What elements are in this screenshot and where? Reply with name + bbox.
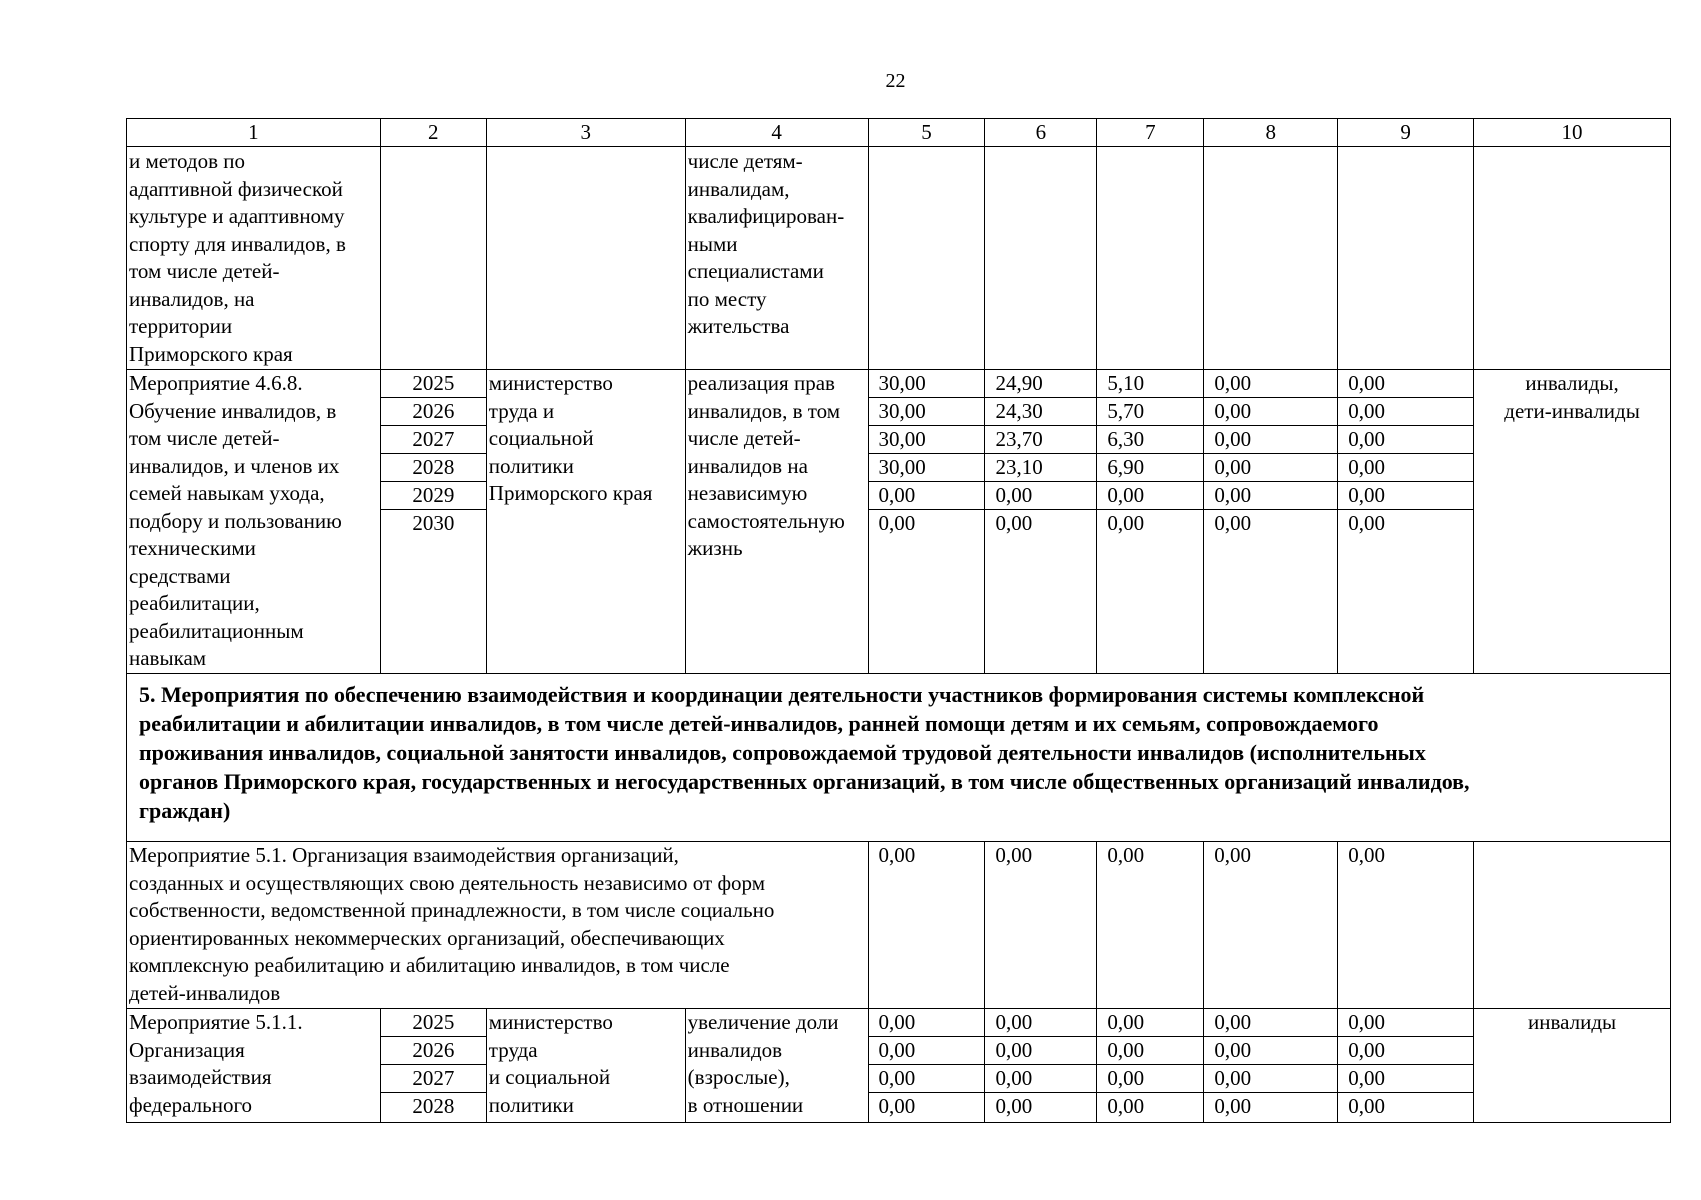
text-line: числе детей- — [687, 426, 801, 450]
text-line: проживания инвалидов, социальной занятости инвалидов, сопровождаемой трудовой деятельности инвалидов (исполнительных — [139, 740, 1426, 765]
value-cell: 0,00 — [1204, 1037, 1337, 1065]
year-value: 2026 — [381, 398, 486, 426]
text-line: независимую — [687, 481, 808, 505]
text-line: территории — [129, 314, 233, 338]
text-line: комплексную реабилитацию и абилитацию инвалидов, в том числе — [129, 953, 730, 977]
year-value: 2025 — [381, 370, 486, 398]
text-line: труда — [488, 1037, 538, 1062]
value-column-6 — [985, 1009, 1097, 1122]
value-column-5 — [869, 370, 986, 673]
text-line: адаптивной физической — [129, 176, 343, 201]
value-cell: 0,00 — [985, 1065, 1096, 1093]
value-cell: 0,00 — [1097, 1009, 1203, 1037]
value-cell — [869, 147, 986, 369]
value-cell: 0,00 — [1338, 1009, 1473, 1037]
text-line: Приморского края — [488, 481, 653, 505]
text-line: ными — [687, 231, 738, 256]
text-line: Мероприятие 5.1. Организация взаимодействия организаций, — [129, 843, 679, 867]
program-table — [126, 118, 1671, 1123]
table-row-continuation — [127, 147, 1671, 370]
value-cell: 23,10 — [985, 454, 1096, 482]
text-line: Мероприятие 4.6.8. — [129, 371, 303, 395]
value-cell: 0,00 — [1338, 1037, 1473, 1065]
column-header-row — [127, 119, 1671, 147]
value-cell: 0,00 — [1214, 1094, 1252, 1118]
value-cell: 0,00 — [985, 842, 1097, 1008]
text-line: инвалидов на — [687, 453, 808, 478]
text-line: труда и — [488, 398, 555, 423]
result-description — [686, 147, 869, 369]
text-line: и методов по — [129, 149, 245, 173]
value-cell: 0,00 — [878, 511, 916, 535]
text-line: министерство — [488, 371, 613, 395]
value-cell: 0,00 — [1214, 511, 1252, 535]
text-line: квалифицирован- — [687, 204, 845, 228]
text-line: увеличение доли — [687, 1010, 839, 1034]
column-header: 1 — [127, 119, 381, 146]
value-cell: 0,00 — [1097, 1065, 1203, 1093]
section-heading-row — [127, 674, 1671, 842]
target-group-cell — [1474, 147, 1671, 369]
column-header: 6 — [985, 119, 1097, 146]
text-line: реабилитационным — [129, 618, 304, 643]
text-line: инвалиды, — [1525, 371, 1619, 395]
value-cell: 0,00 — [1097, 1037, 1203, 1065]
text-line: том числе детей- — [129, 426, 280, 450]
value-cell: 23,70 — [985, 426, 1096, 454]
text-line: собственности, ведомственной принадлежности, в том числе социально — [129, 898, 775, 922]
value-cell: 0,00 — [869, 1037, 985, 1065]
value-cell — [1204, 147, 1338, 369]
value-cell: 0,00 — [869, 842, 986, 1008]
value-cell: 0,00 — [869, 1065, 985, 1093]
text-line: политики — [488, 453, 574, 478]
measure-description — [127, 1009, 381, 1122]
value-cell: 0,00 — [869, 482, 985, 510]
value-cell: 0,00 — [1204, 398, 1337, 426]
text-line: политики — [488, 1092, 574, 1117]
text-line: взаимодействия — [129, 1065, 272, 1089]
text-line: специалистами — [687, 259, 824, 283]
value-cell: 24,30 — [985, 398, 1096, 426]
text-line: 5. Мероприятия по обеспечению взаимодействия и координации деятельности участников формирования системы комплексной — [139, 682, 1425, 707]
table-row-measure-4-6-8 — [127, 370, 1671, 674]
value-cell: 30,00 — [869, 454, 985, 482]
value-cell: 0,00 — [1338, 1065, 1473, 1093]
year-cell — [381, 147, 487, 369]
text-line: семей навыкам ухода, — [129, 481, 325, 505]
measure-description — [127, 147, 381, 369]
text-line: жительства — [687, 314, 790, 338]
value-cell: 0,00 — [878, 1094, 916, 1118]
result-description — [686, 370, 869, 673]
text-line: инвалиды — [1528, 1010, 1617, 1034]
table-row-measure-5-1 — [127, 842, 1671, 1009]
value-cell: 0,00 — [1204, 454, 1337, 482]
text-line: навыкам — [129, 646, 207, 670]
year-value: 2027 — [381, 1065, 486, 1093]
value-cell: 0,00 — [1338, 398, 1473, 426]
value-column-7 — [1097, 1009, 1204, 1122]
text-line: граждан) — [139, 798, 231, 823]
text-line: и социальной — [488, 1065, 611, 1089]
value-cell: 30,00 — [869, 398, 985, 426]
executor-cell — [487, 147, 686, 369]
value-column-9 — [1338, 1009, 1474, 1122]
value-cell: 6,90 — [1097, 454, 1203, 482]
value-cell: 0,00 — [1338, 454, 1473, 482]
year-value: 2028 — [381, 454, 486, 482]
value-cell: 0,00 — [985, 1037, 1096, 1065]
column-header: 5 — [869, 119, 986, 146]
value-cell: 0,00 — [1107, 511, 1145, 535]
value-cell — [1338, 147, 1474, 369]
value-cell: 0,00 — [1204, 482, 1337, 510]
year-value: 2029 — [381, 482, 486, 510]
value-column-9 — [1338, 370, 1474, 673]
table-row-measure-5-1-1 — [127, 1009, 1671, 1123]
value-column-7 — [1097, 370, 1204, 673]
year-column — [381, 1009, 487, 1122]
value-cell: 0,00 — [1204, 842, 1338, 1008]
year-value: 2028 — [412, 1094, 455, 1118]
text-line: культуре и адаптивному — [129, 204, 345, 228]
value-cell: 5,10 — [1097, 370, 1203, 398]
text-line: реализация прав — [687, 371, 835, 395]
column-header: 7 — [1097, 119, 1204, 146]
column-header: 3 — [487, 119, 686, 146]
text-line: жизнь — [687, 536, 743, 560]
value-cell: 0,00 — [1107, 1094, 1145, 1118]
text-line: инвалидов, и членов их — [129, 453, 340, 478]
value-cell: 0,00 — [1097, 842, 1204, 1008]
value-cell: 0,00 — [1204, 1009, 1337, 1037]
text-line: по месту — [687, 286, 767, 311]
text-line: самостоятельную — [687, 508, 845, 533]
value-cell: 0,00 — [1338, 426, 1473, 454]
column-header: 8 — [1204, 119, 1338, 146]
value-cell: 0,00 — [985, 1009, 1096, 1037]
text-line: техническими — [129, 536, 256, 560]
year-value: 2026 — [381, 1037, 486, 1065]
text-line: инвалидов, в том — [687, 398, 841, 423]
text-line: министерство — [488, 1010, 613, 1034]
text-line: реабилитации и абилитации инвалидов, в том числе детей-инвалидов, ранней помощи детям и их семьям, сопровождаемого — [139, 711, 1379, 736]
result-description — [686, 1009, 869, 1122]
text-line: ориентированных некоммерческих организаций, обеспечивающих — [129, 925, 725, 950]
value-cell: 0,00 — [1204, 426, 1337, 454]
text-line: Обучение инвалидов, в — [129, 398, 337, 423]
column-header: 10 — [1474, 119, 1671, 146]
value-cell: 0,00 — [995, 1094, 1033, 1118]
target-group-cell — [1474, 1009, 1671, 1122]
text-line: инвалидам, — [687, 176, 790, 201]
text-line: дети-инвалиды — [1504, 398, 1640, 423]
value-column-8 — [1204, 370, 1338, 673]
text-line: числе детям- — [687, 149, 803, 173]
text-line: Приморского края — [129, 341, 293, 366]
text-line: средствами — [129, 563, 231, 588]
page-number: 22 — [885, 70, 906, 92]
value-cell: 0,00 — [1204, 370, 1337, 398]
value-cell — [985, 147, 1097, 369]
year-value: 2030 — [412, 511, 455, 535]
text-line: социальной — [488, 426, 594, 450]
value-column-6 — [985, 370, 1097, 673]
executor-cell — [487, 1009, 686, 1122]
text-line: спорту для инвалидов, в — [129, 231, 346, 256]
year-value: 2027 — [381, 426, 486, 454]
target-group-cell — [1474, 842, 1671, 1008]
year-column — [381, 370, 487, 673]
value-cell: 0,00 — [1348, 511, 1385, 535]
value-cell — [1097, 147, 1204, 369]
text-line: том числе детей- — [129, 259, 280, 283]
text-line: Организация — [129, 1037, 245, 1062]
value-cell: 0,00 — [1097, 482, 1203, 510]
value-column-8 — [1204, 1009, 1338, 1122]
value-cell: 0,00 — [1338, 370, 1473, 398]
value-cell: 0,00 — [995, 511, 1033, 535]
column-header: 2 — [381, 119, 487, 146]
value-column-5 — [869, 1009, 986, 1122]
value-cell: 0,00 — [1204, 1065, 1337, 1093]
text-line: органов Приморского края, государственных и негосударственных организаций, в том числе общественных организаций инвалидов, — [139, 769, 1470, 794]
value-cell: 30,00 — [869, 426, 985, 454]
measure-description — [127, 842, 869, 1008]
text-line: инвалидов — [687, 1037, 783, 1062]
text-line: созданных и осуществляющих свою деятельность независимо от форм — [129, 870, 766, 895]
section-heading — [127, 674, 1671, 841]
executor-cell — [487, 370, 686, 673]
text-line: реабилитации, — [129, 591, 260, 615]
text-line: подбору и пользованию — [129, 508, 342, 533]
target-group-cell — [1474, 370, 1671, 673]
value-cell: 6,30 — [1097, 426, 1203, 454]
value-cell: 0,00 — [1348, 1094, 1385, 1118]
value-cell: 24,90 — [985, 370, 1096, 398]
value-cell: 5,70 — [1097, 398, 1203, 426]
text-line: (взрослые), — [687, 1065, 790, 1089]
value-cell: 0,00 — [1338, 842, 1474, 1008]
value-cell: 0,00 — [1338, 482, 1473, 510]
text-line: федерального — [129, 1092, 253, 1117]
text-line: Мероприятие 5.1.1. — [129, 1010, 303, 1034]
text-line: инвалидов, на — [129, 286, 255, 311]
measure-description — [127, 370, 381, 673]
text-line: в отношении — [687, 1092, 804, 1117]
value-cell: 0,00 — [985, 482, 1096, 510]
year-value: 2025 — [381, 1009, 486, 1037]
value-cell: 30,00 — [869, 370, 985, 398]
text-line: детей-инвалидов — [129, 980, 281, 1005]
column-header: 9 — [1338, 119, 1474, 146]
value-cell: 0,00 — [869, 1009, 985, 1037]
column-header: 4 — [686, 119, 869, 146]
